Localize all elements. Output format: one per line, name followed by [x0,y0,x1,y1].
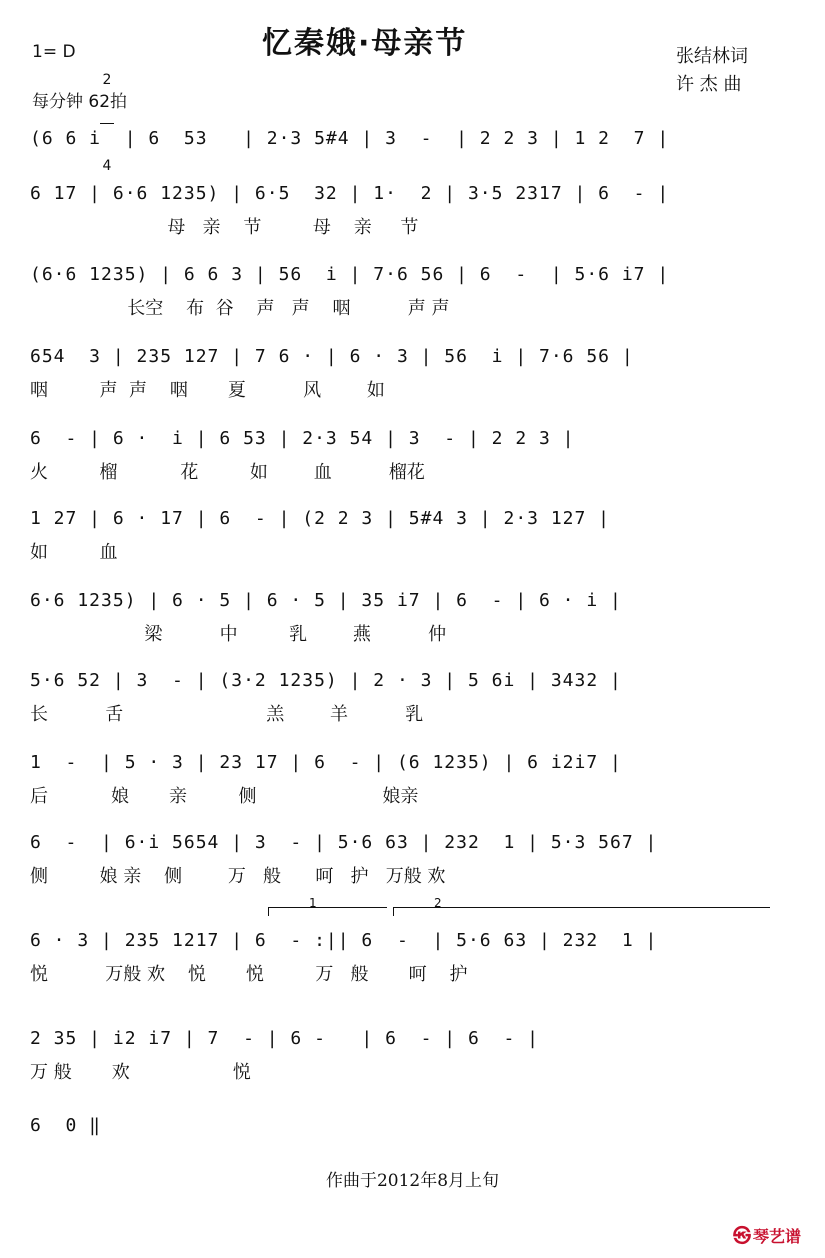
second-ending-number: 2 [434,896,442,910]
time-numerator: 2 [102,72,112,88]
key-signature: 1= D [32,42,76,62]
time-divider [100,123,114,124]
notation-line: 6 - | 6·i 5654 | 3 - | 5·6 63 | 232 1 | 5·3 567 | [30,832,658,853]
lyrics-line: 长 舌 羔 羊 乳 [30,704,424,725]
lyrics-line: 后 娘 亲 侧 娘亲 [30,786,419,807]
logo-icon: ㉿ [733,1226,751,1247]
lyrics-line: 悦 万般 欢 悦 悦 万 般 呵 护 [30,964,468,985]
lyrics-line: 万 般 欢 悦 [30,1062,251,1083]
notation-line: 2 35 | i2 i7 | 7 - | 6 - | 6 - | 6 - | [30,1028,539,1049]
notation-line: 6 - | 6 · i | 6 53 | 2·3 54 | 3 - | 2 2 3 | [30,428,575,449]
lyrics-line: 如 血 [30,542,118,563]
notation-line: 6 0 ‖ [30,1115,102,1136]
composition-date: 作曲于2012年8月上旬 [325,1171,500,1191]
lyricist-credit: 张结林词 [676,46,748,67]
lyrics-line: 母 亲 节 母 亲 节 [30,217,419,238]
composer-credit: 许 杰 曲 [676,74,742,95]
logo-text: 琴艺谱 [753,1227,802,1246]
lyrics-line: 咽 声 声 咽 夏 风 如 [30,380,385,401]
first-ending-bracket [268,896,387,916]
notation-line: 6 17 | 6·6 1235) | 6·5 32 | 1· 2 | 3·5 2317 | 6 - | [30,183,670,204]
lyrics-line: 侧 娘 亲 侧 万 般 呵 护 万般 欢 [30,866,446,887]
notation-line: 654 3 | 235 127 | 7 6 · | 6 · 3 | 56 i | 7·6 56 | [30,346,634,367]
notation-line: 6·6 1235) | 6 · 5 | 6 · 5 | 35 i7 | 6 - | 6 · i | [30,590,622,611]
notation-line: (6·6 1235) | 6 6 3 | 56 i | 7·6 56 | 6 - | 5·6 i7 | [30,264,670,285]
lyrics-line: 火 榴 花 如 血 榴花 [30,462,425,483]
second-ending-bracket [393,896,770,916]
score-title: 忆秦娥·母亲节 [262,26,468,61]
first-ending-number: 1 [309,896,317,910]
time-denominator: 4 [102,158,112,174]
notation-line: 1 - | 5 · 3 | 23 17 | 6 - | (6 1235) | 6 i2i7 | [30,752,622,773]
tempo-marking: 每分钟 62拍 [32,92,128,112]
notation-line: 6 · 3 | 235 1217 | 6 - :|| 6 - | 5·6 63 | 232 1 | [30,930,658,951]
notation-line: 5·6 52 | 3 - | (3·2 1235) | 2 · 3 | 5 6i | 3432 | [30,670,622,691]
watermark-logo [733,1222,801,1248]
lyrics-line: 长空 布 谷 声 声 咽 声 声 [30,298,450,319]
lyrics-line: 梁 中 乳 燕 仲 [30,624,447,645]
time-signature [100,38,114,192]
notation-line: 1 27 | 6 · 17 | 6 - | (2 2 3 | 5#4 3 | 2·3 127 | [30,508,611,529]
notation-line: (6 6 i | 6 53 | 2·3 5#4 | 3 - | 2 2 3 | 1 2 7 | [30,128,670,149]
